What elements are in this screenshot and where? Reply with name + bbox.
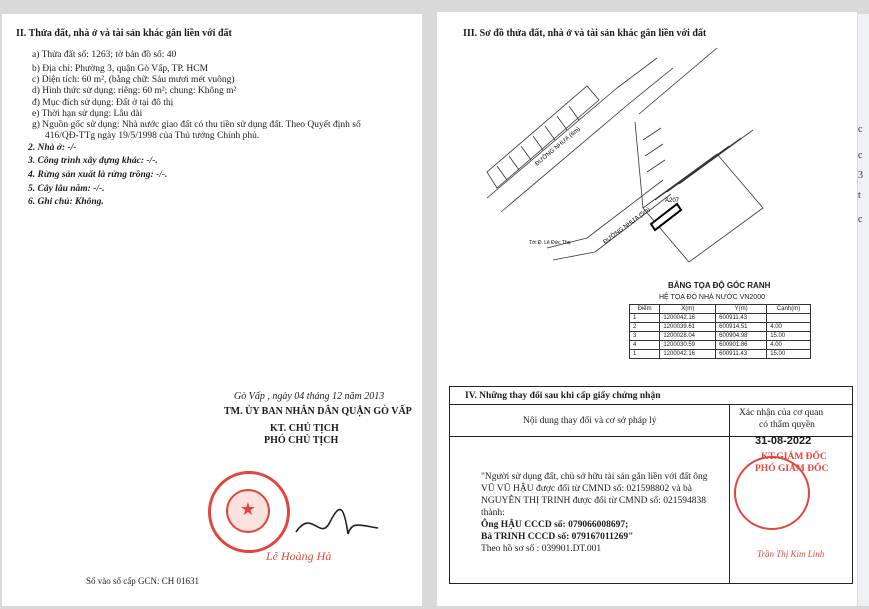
- house-item: 2. Nhà ở: -/-: [28, 143, 77, 153]
- next-page-edge: [858, 14, 869, 606]
- issue-date: Gò Vấp , ngày 04 tháng 12 năm 2013: [234, 391, 385, 402]
- section-4-title: IV. Những thay đổi sau khi cấp giấy chứng nhận: [465, 391, 661, 401]
- main-street-label: ĐƯỜNG NHỰA (6m): [534, 126, 582, 168]
- coordinate-table: [629, 304, 811, 359]
- vice-chairman-label: PHÓ CHỦ TỊCH: [264, 435, 339, 446]
- table-row: 1 1200042.16 600911.43: [630, 314, 811, 323]
- change-line: Ông HẬU CCCD số: 079066008697;: [481, 520, 629, 530]
- section-2-title: II. Thửa đất, nhà ở và tài sản khác gắn liền với đất: [16, 28, 232, 39]
- perennial-trees-item: 5. Cây lâu năm: -/-.: [28, 184, 105, 194]
- signer-2-name: Trần Thị Kim Linh: [757, 549, 825, 559]
- coord-header: X(m): [660, 305, 716, 314]
- section-3-title: III. Sơ đồ thửa đất, nhà ở và tài sản khác gắn liền với đất: [463, 28, 707, 39]
- change-line: thành:: [481, 508, 505, 518]
- note-item: 6. Ghi chú: Không.: [28, 197, 104, 207]
- side-street-label: ĐƯỜNG NHỰA (5m): [602, 206, 652, 246]
- branch-office-seal: [734, 456, 810, 530]
- target-parcel: [651, 204, 681, 230]
- edge-char: c: [858, 214, 863, 225]
- committee-title: TM. ỦY BAN NHÂN DÂN QUẬN GÒ VẤP: [224, 406, 412, 417]
- table-row: 2 1200039.61 600914.51 4.00: [630, 323, 811, 332]
- confirm-date: 31-08-2022: [755, 435, 812, 447]
- signer-name: Lê Hoàng Hà: [266, 549, 332, 563]
- chairman-label: KT. CHỦ TỊCH: [270, 423, 339, 434]
- area-line: c) Diện tích: 60 m², (bằng chữ: Sáu mươi mét vuông): [32, 75, 235, 85]
- parcel-number-line: a) Thửa đất số: 1263; tờ bản đồ số: 40: [32, 50, 177, 60]
- edge-char: 3: [858, 170, 863, 181]
- usage-form-line: d) Hình thức sử dụng: riêng: 60 m²; chung: Không m²: [32, 86, 237, 96]
- edge-char: c: [858, 124, 863, 135]
- coord-table-subtitle: HỆ TỌA ĐỘ NHÀ NƯỚC VN2000: [659, 294, 765, 301]
- confirm-column-header-2: có thẩm quyền: [759, 420, 815, 430]
- star-emblem-icon: ★: [239, 499, 257, 519]
- usage-term-line: e) Thời hạn sử dụng: Lâu dài: [32, 109, 143, 119]
- edge-char: c: [858, 150, 863, 161]
- change-line: Bà TRINH CCCD số: 079167011269": [481, 532, 634, 542]
- confirm-vice-director: PHÓ GIÁM ĐỐC: [755, 464, 829, 474]
- committee-seal: [208, 471, 290, 553]
- table-row: 4 1200030.59 600901.86 4.00: [630, 341, 811, 350]
- coord-header: Y(m): [716, 305, 767, 314]
- table-row: 1 1200042.16 600911.43 15.00: [630, 350, 811, 359]
- construction-item: 3. Công trình xây dựng khác: -/-.: [28, 156, 158, 166]
- certificate-left-page: [2, 14, 422, 606]
- coord-header: Cạnh(m): [767, 305, 811, 314]
- signature-mark: [292, 502, 382, 542]
- address-line: b) Địa chỉ: Phường 3, quận Gò Vấp, TP. HCM: [32, 64, 209, 74]
- change-line: NGUYỄN THỊ TRINH được đổi từ CMND số: 021594838: [481, 496, 707, 506]
- forest-item: 4. Rừng sản xuất là rừng trồng: -/-.: [28, 170, 168, 180]
- origin-line-1: g) Nguồn gốc sử dụng: Nhà nước giao đất có thu tiền sử dụng đất. Theo Quyết định số: [32, 120, 361, 130]
- table-row: 3 1200028.04 600904.98 15.00: [630, 332, 811, 341]
- change-column-header: Nội dung thay đổi và cơ sở pháp lý: [523, 416, 657, 426]
- confirm-kt: KT.GIÁM ĐỐC: [761, 452, 827, 462]
- origin-line-2: 416/QĐ-TTg ngày 19/5/1998 của Thủ tướng Chính phủ.: [45, 131, 260, 141]
- usage-purpose-line: đ) Mục đích sử dụng: Đất ở tại đô thị: [32, 98, 174, 108]
- change-line: "Người sử dụng đất, chủ sở hữu tài sản gắn liền với đất ông: [481, 472, 708, 482]
- confirm-column-header-1: Xác nhận của cơ quan: [739, 408, 824, 418]
- coord-header: Điểm: [630, 305, 660, 314]
- left-street-label: Tới Đ. Lê Đức Thọ: [529, 240, 571, 246]
- change-line: VŨ VŨ HẬU được đổi từ CMND số: 021598802 và bà: [481, 484, 692, 494]
- certificate-number: Số vào sổ cấp GCN: CH 01631: [86, 576, 199, 586]
- edge-char: t: [858, 190, 861, 201]
- coord-table-title: BẢNG TỌA ĐỘ GÓC RANH: [668, 281, 771, 290]
- parcel-label: A207: [665, 198, 680, 204]
- parcel-map: [467, 48, 827, 288]
- change-line: Theo hồ sơ số : 039901.DT.001: [481, 544, 602, 554]
